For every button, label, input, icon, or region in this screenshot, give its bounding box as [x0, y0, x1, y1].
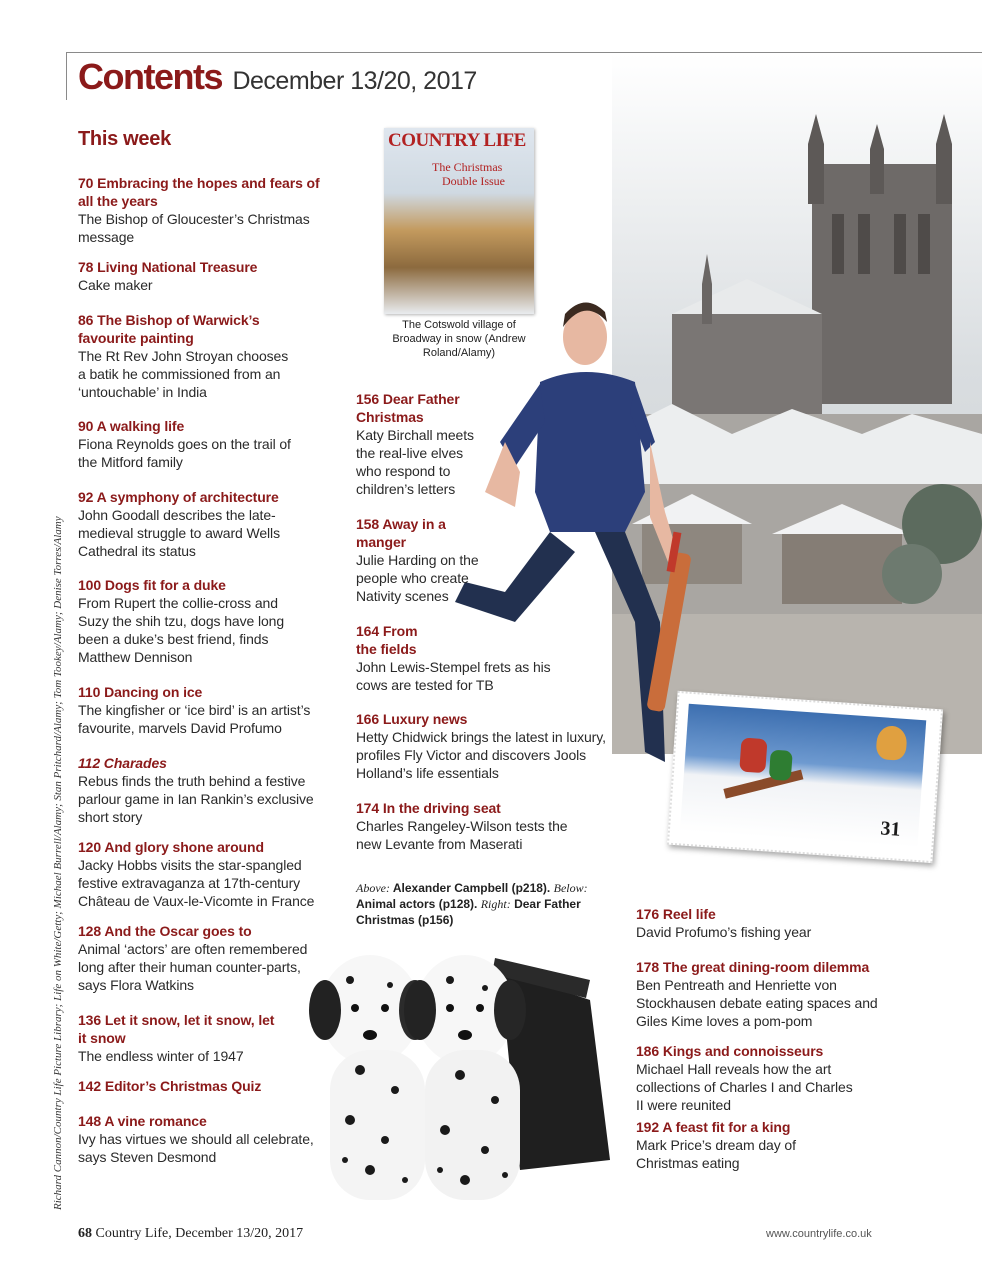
toc-entry[interactable] [78, 838, 328, 910]
toc-heading: 158 Away in a manger [356, 516, 446, 550]
toc-heading: 176 Reel life [636, 906, 716, 922]
toc-description: Fiona Reynolds goes on the trail of the Mitford family [78, 436, 291, 470]
toc-description: John Goodall describes the late-medieval struggle to award Wells Cathedral its status [78, 507, 280, 559]
toc-entry[interactable] [78, 488, 303, 560]
toc-heading: 186 Kings and connoisseurs [636, 1043, 824, 1059]
toc-description: The Rt Rev John Stroyan chooses a batik he commissioned from an ‘untouchable’ in India [78, 348, 289, 400]
toc-entry[interactable] [78, 922, 308, 994]
toc-entry[interactable] [78, 1011, 278, 1065]
page-title [78, 56, 477, 98]
credit-below-label: Below: [553, 881, 588, 895]
stamp-value: 31 [879, 817, 902, 841]
toc-entry[interactable] [356, 799, 596, 853]
dalmatian-photo [290, 940, 620, 1210]
toc-description: The kingfisher or ‘ice bird’ is an artist’s favourite, marvels David Profumo [78, 702, 311, 736]
stamp-sledge [723, 770, 803, 799]
contents-heading: Contents [78, 56, 222, 97]
cover-caption: The Cotswold village of Broadway in snow (Andrew Roland/Alamy) [392, 319, 526, 359]
toc-heading: 100 Dogs fit for a duke [78, 577, 226, 593]
toc-entry[interactable] [356, 390, 486, 498]
toc-entry[interactable] [356, 515, 486, 605]
toc-heading: 128 And the Oscar goes to [78, 923, 252, 939]
toc-entry[interactable] [78, 754, 323, 826]
toc-entry[interactable] [78, 311, 298, 401]
toc-heading: 142 Editor’s Christmas Quiz [78, 1078, 262, 1094]
toc-description: The endless winter of 1947 [78, 1048, 244, 1064]
stamp-child-1 [739, 737, 767, 773]
toc-heading: 78 Living National Treasure [78, 259, 258, 275]
toc-entry[interactable] [78, 174, 328, 246]
toc-heading: 166 Luxury news [356, 711, 468, 727]
toc-heading: 174 In the driving seat [356, 800, 501, 816]
toc-description: From Rupert the collie-cross and Suzy the shih tzu, dogs have long been a duke’s best friend, finds Matthew Dennison [78, 595, 285, 665]
toc-description: The Bishop of Gloucester’s Christmas message [78, 211, 310, 245]
toc-heading: 192 A feast fit for a king [636, 1119, 791, 1135]
toc-entry[interactable] [78, 417, 298, 471]
cover-image [384, 128, 534, 314]
photo-credits [356, 880, 596, 928]
toc-heading: 92 A symphony of architecture [78, 489, 279, 505]
toc-description: Animal ‘actors’ are often remembered long after their human counter-parts, says Flora Watkins [78, 941, 308, 993]
toc-description: Ivy has virtues we should all celebrate, says Steven Desmond [78, 1131, 314, 1165]
stamp-queen-head [875, 725, 907, 761]
toc-entry[interactable] [356, 622, 566, 694]
cover-subtitle-1: The Christmas [432, 160, 503, 174]
stamp-child-2 [769, 750, 793, 781]
issue-date: December 13/20, 2017 [232, 67, 477, 95]
toc-entry[interactable] [356, 710, 606, 782]
toc-heading: 86 The Bishop of Warwick’s favourite painting [78, 312, 260, 346]
toc-description: Hetty Chidwick brings the latest in luxury, profiles Fly Victor and discovers Jools Holland’s life essentials [356, 729, 606, 781]
toc-description: John Lewis-Stempel frets as his cows are tested for TB [356, 659, 551, 693]
folio [78, 1226, 303, 1242]
credit-below-text: Animal actors (p128). [356, 897, 478, 911]
credit-above-text: Alexander Campbell (p218). [392, 881, 551, 895]
top-rule [66, 52, 982, 53]
stamp [667, 691, 943, 863]
toc-description: Julie Harding on the people who create Nativity scenes [356, 552, 479, 604]
toc-description: David Profumo’s fishing year [636, 924, 812, 940]
toc-description: Charles Rangeley-Wilson tests the new Levante from Maserati [356, 818, 568, 852]
toc-description: Jacky Hobbs visits the star-spangled festive extravaganza at 17th-century Château de Vaux-le-Vicomte in France [78, 857, 315, 909]
toc-entry[interactable] [78, 258, 328, 294]
toc-heading: 156 Dear Father Christmas [356, 391, 460, 425]
toc-entry[interactable] [636, 958, 891, 1030]
toc-description: Mark Price’s dream day of Christmas eating [636, 1137, 796, 1171]
website-link[interactable]: www.countrylife.co.uk [766, 1228, 872, 1240]
toc-heading: 70 Embracing the hopes and fears of all the years [78, 175, 320, 209]
toc-entry[interactable] [636, 905, 876, 941]
publication-line: Country Life, December 13/20, 2017 [95, 1226, 304, 1241]
toc-entry[interactable] [78, 683, 323, 737]
toc-entry[interactable] [78, 1077, 308, 1095]
toc-description: Ben Pentreath and Henriette von Stockhausen debate eating spaces and Giles Kime loves a pom-pom [636, 977, 878, 1029]
cover-masthead: COUNTRY LIFE [388, 130, 526, 151]
section-title: This week [78, 128, 171, 150]
credit-right-text: Dear Father Christmas (p156) [356, 897, 581, 927]
toc-heading: 178 The great dining-room dilemma [636, 959, 870, 975]
toc-heading: 112 Charades [78, 755, 167, 771]
page-number: 68 [78, 1226, 92, 1241]
toc-heading: 110 Dancing on ice [78, 684, 203, 700]
toc-description: Michael Hall reveals how the art collections of Charles I and Charles II were reunited [636, 1061, 853, 1113]
cover-subtitle-2: Double Issue [442, 174, 505, 188]
credit-right-label: Right: [480, 897, 511, 911]
left-rule [66, 52, 67, 100]
toc-description: Katy Birchall meets the real-live elves who respond to children’s letters [356, 427, 474, 497]
toc-entry[interactable] [78, 1112, 328, 1166]
toc-description: Cake maker [78, 277, 153, 293]
toc-description: Rebus finds the truth behind a festive parlour game in Ian Rankin’s exclusive short story [78, 773, 314, 825]
toc-heading: 90 A walking life [78, 418, 185, 434]
credit-above-label: Above: [356, 881, 390, 895]
toc-entry[interactable] [636, 1042, 861, 1114]
photo-credits-vertical: Richard Cannon/Country Life Picture Library; Life on White/Getty; Michael Burrell/Alamy; Stan Pritchard/Alamy; Tom Tookey/Alamy; Denise Torres/Alamy [52, 516, 64, 1210]
toc-heading: 148 A vine romance [78, 1113, 207, 1129]
toc-entry[interactable] [78, 576, 303, 666]
toc-heading: 136 Let it snow, let it snow, let it snow [78, 1012, 275, 1046]
toc-heading: 164 From the fields [356, 623, 418, 657]
toc-heading: 120 And glory shone around [78, 839, 264, 855]
toc-entry[interactable] [636, 1118, 816, 1172]
